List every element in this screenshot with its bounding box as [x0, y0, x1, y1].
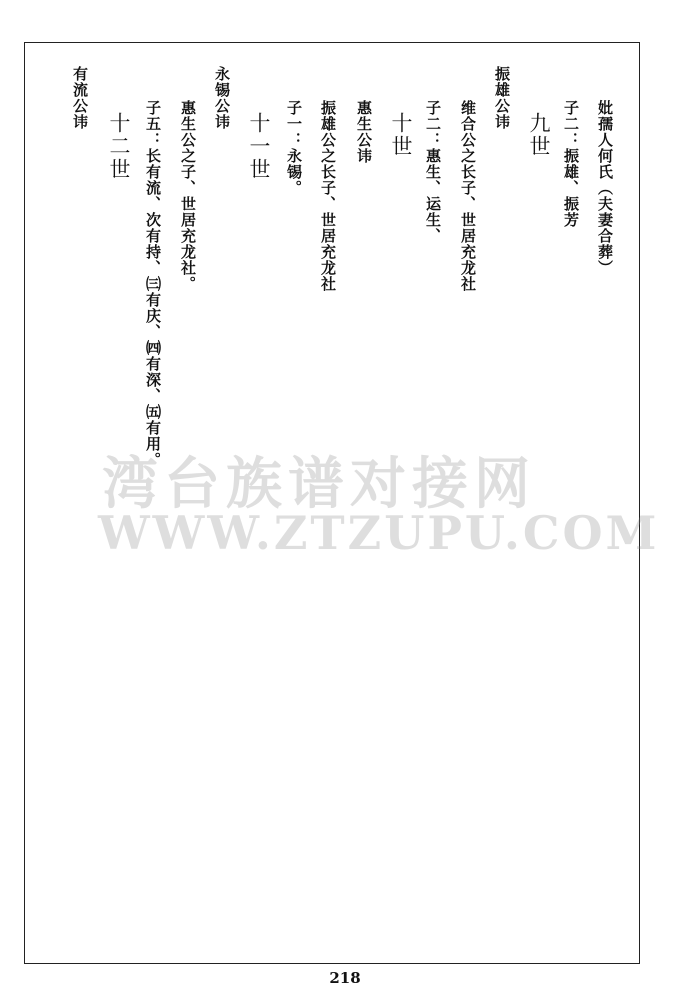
- text-column-ancestor-name: 有流公讳: [71, 66, 89, 130]
- text-column-lineage: 惠生公之子、世居充龙社。: [179, 100, 197, 292]
- text-column-ancestor-name: 惠生公讳: [355, 100, 373, 164]
- watermark-chinese: 湾台族谱对接网: [102, 452, 536, 517]
- text-column-ancestor-name: 永锡公讳: [213, 66, 231, 130]
- page-number: 218: [329, 969, 361, 987]
- text-column-mother: 妣孺人何氏（夫妻合葬）: [596, 100, 614, 276]
- text-column-sons: 子一：永锡。: [285, 100, 303, 196]
- watermark-url: WWW.ZTZUPU.COM: [98, 506, 660, 560]
- generation-heading-12: 十二世: [107, 112, 131, 181]
- text-column-ancestor-name: 振雄公讳: [493, 66, 511, 130]
- text-column-sons: 子二：振雄、振芳: [562, 100, 580, 228]
- text-column-lineage: 振雄公之长子、世居充龙社: [319, 100, 337, 292]
- generation-heading-10: 十世: [389, 112, 413, 158]
- text-column-sons: 子二：惠生、运生、: [424, 100, 442, 244]
- text-column-sons: 子五：长有流、次有持、㈢有庆、㈣有深、㈤有用。: [144, 100, 162, 468]
- text-column-lineage: 维合公之长子、世居充龙社: [459, 100, 477, 292]
- generation-heading-11: 十一世: [247, 112, 271, 181]
- generation-heading-9: 九世: [527, 112, 551, 158]
